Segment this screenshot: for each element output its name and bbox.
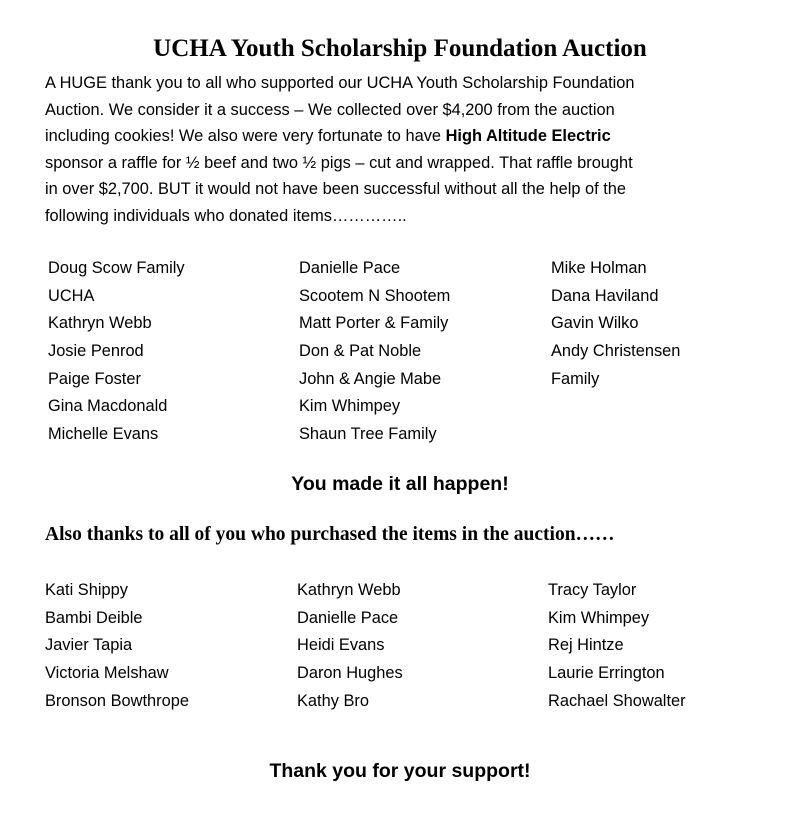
intro-line: in over $2,700. BUT it would not have been successful without all the help of the	[45, 180, 627, 199]
intro-line: A HUGE thank you to all who supported our UCHA Youth Scholarship Foundation	[45, 74, 635, 92]
donor-name: Scootem N Shootem	[299, 286, 451, 305]
purchaser-list-col-2	[297, 577, 403, 715]
donor-name: Matt Porter & Family	[299, 314, 449, 333]
purchaser-name: Laurie Errington	[548, 664, 665, 683]
intro-text: including cookies! We also were very fortunate to have	[45, 127, 446, 146]
made-it-happen-heading: You made it all happen!	[291, 473, 509, 495]
donor-name: Danielle Pace	[299, 259, 401, 277]
donor-list-col-3	[551, 255, 680, 393]
purchaser-name: Kathy Bro	[297, 691, 369, 710]
donor-name: Paige Foster	[48, 369, 141, 388]
intro-line: sponsor a raffle for ½ beef and two ½ pigs – cut and wrapped. That raffle brought	[45, 153, 633, 172]
purchasers-heading: Also thanks to all of you who purchased the items in the auction……	[45, 524, 615, 545]
purchaser-name: Rej Hintze	[548, 636, 624, 655]
donor-name: Dana Haviland	[551, 286, 659, 305]
purchaser-name: Bronson Bowthrope	[45, 691, 189, 710]
donor-name: Kathryn Webb	[48, 314, 152, 333]
sponsor-name: High Altitude Electric	[445, 127, 611, 146]
donor-name: Don & Pat Noble	[299, 342, 422, 361]
intro-paragraph	[45, 70, 765, 230]
purchaser-name: Victoria Melshaw	[45, 664, 169, 683]
purchaser-name: Kati Shippy	[45, 581, 128, 599]
donor-name: UCHA	[48, 286, 95, 305]
donor-name: Andy Christensen	[551, 342, 681, 361]
purchaser-name: Javier Tapia	[45, 636, 133, 655]
closing-message: Thank you for your support!	[269, 760, 531, 782]
intro-line: following individuals who donated items…………..	[45, 206, 407, 225]
purchaser-name: Tracy Taylor	[548, 581, 637, 599]
purchaser-name: Kathryn Webb	[297, 581, 401, 599]
purchaser-list-col-3	[548, 577, 686, 715]
document-title: UCHA Youth Scholarship Foundation Auction	[153, 35, 647, 62]
purchaser-name: Danielle Pace	[297, 608, 399, 627]
purchaser-name: Heidi Evans	[297, 636, 385, 655]
intro-line: Auction. We consider it a success – We collected over $4,200 from the auction	[45, 100, 615, 119]
donor-name: Josie Penrod	[48, 342, 144, 361]
donor-name: Mike Holman	[551, 259, 647, 277]
donor-name: Gina Macdonald	[48, 397, 168, 416]
donor-name: Doug Scow Family	[48, 259, 185, 277]
intro-line	[45, 123, 765, 150]
donor-name: Shaun Tree Family	[299, 425, 437, 444]
donor-list-col-2	[299, 255, 450, 449]
donor-name: Kim Whimpey	[299, 397, 401, 416]
purchaser-name: Daron Hughes	[297, 664, 403, 683]
purchaser-name: Bambi Deible	[45, 608, 143, 627]
purchaser-list-col-1	[45, 577, 189, 715]
purchaser-name: Kim Whimpey	[548, 608, 650, 627]
purchaser-name: Rachael Showalter	[548, 691, 686, 710]
donor-name: Family	[551, 369, 600, 388]
donor-name: Gavin Wilko	[551, 314, 639, 333]
donor-name: John & Angie Mabe	[299, 369, 442, 388]
donor-list-col-1	[48, 255, 185, 449]
donor-name: Michelle Evans	[48, 425, 159, 444]
